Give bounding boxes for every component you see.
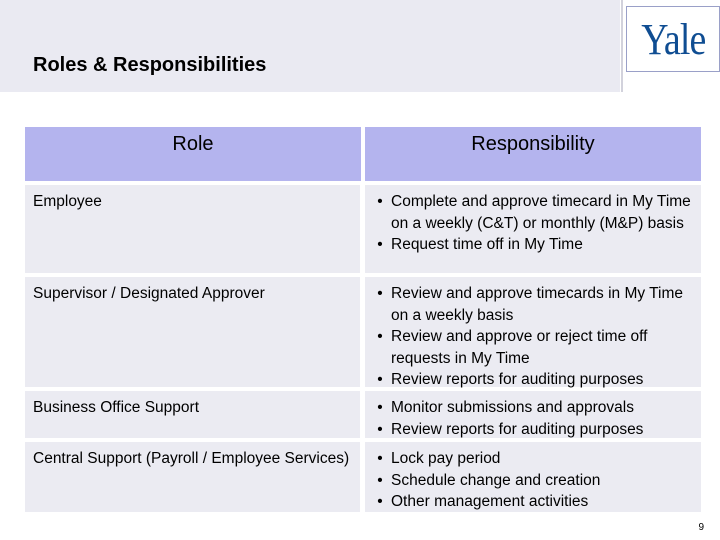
list-item: • Review and approve timecards in My Time on a weekly basis: [377, 285, 684, 324]
list-item: • Monitor submissions and approvals: [377, 399, 634, 416]
table-header-row: [25, 127, 701, 181]
table-row: [25, 185, 701, 273]
header-role: Role: [25, 127, 361, 181]
responsibility-cell: [365, 442, 701, 512]
list-item: • Review reports for auditing purposes: [377, 420, 644, 438]
header-divider: [621, 0, 623, 92]
role-cell: Business Office Support: [25, 391, 360, 438]
role-cell: Supervisor / Designated Approver: [25, 277, 360, 387]
list-item: • Review and approve or reject time off requests in My Time: [377, 328, 648, 367]
role-cell: Employee: [25, 185, 360, 273]
header-band: [0, 0, 620, 92]
list-item: • Lock pay period: [377, 450, 501, 467]
list-item: • Complete and approve timecard in My Time on a weekly (C&T) or monthly (M&P) basis: [377, 193, 691, 232]
responsibility-cell: [365, 391, 701, 438]
table-row: [25, 277, 701, 387]
yale-logo-text: Yale: [640, 14, 706, 64]
slide-title: Roles & Responsibilities: [33, 54, 267, 76]
responsibility-cell: [365, 185, 701, 273]
yale-logo: [626, 6, 720, 72]
list-item: • Schedule change and creation: [377, 471, 601, 489]
roles-table: [25, 127, 701, 512]
table-row: [25, 442, 701, 512]
table-row: [25, 391, 701, 438]
role-cell: Central Support (Payroll / Employee Services): [25, 442, 360, 512]
header-responsibility: Responsibility: [365, 127, 701, 181]
list-item: • Request time off in My Time: [377, 236, 583, 253]
responsibility-cell: [365, 277, 701, 387]
list-item: • Other management activities: [377, 493, 589, 510]
list-item: • Review reports for auditing purposes: [377, 371, 644, 388]
page-number: 9: [698, 522, 704, 533]
